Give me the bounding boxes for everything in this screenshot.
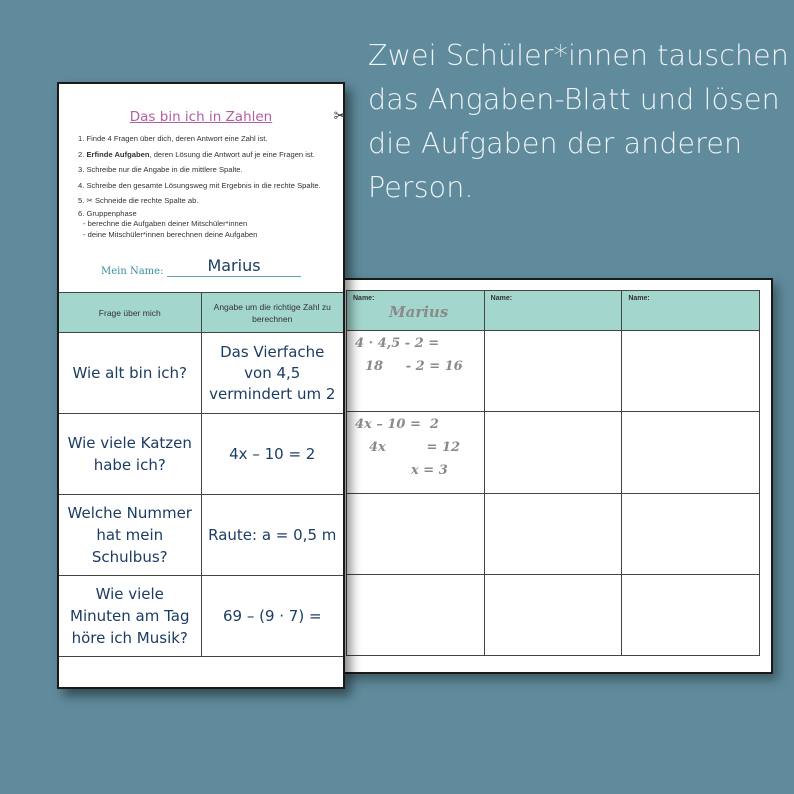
answer-cell xyxy=(622,331,760,412)
answer-cell xyxy=(622,574,760,655)
name-row xyxy=(101,256,341,282)
instruction-item: 2. Erfinde Aufgaben, deren Lösung die Antwort auf je eine Fragen ist. xyxy=(78,149,315,159)
instruction-item: 6. Gruppenphase xyxy=(78,208,137,218)
instruction-number: 5. xyxy=(78,196,85,205)
caption-line: Zwei Schüler*innen tauschen xyxy=(368,39,789,72)
answer-grid xyxy=(346,290,760,656)
question-cell: Wie viele Minuten am Tag höre ich Musik? xyxy=(59,576,201,657)
question-cell: Wie alt bin ich? xyxy=(59,333,201,414)
name-label: Name: xyxy=(490,295,513,302)
instruction-item: 3. Schreibe nur die Angabe in die mittlere Spalte. xyxy=(78,165,243,174)
task-cell: 4x – 10 = 2 xyxy=(201,414,343,495)
answer-cell xyxy=(484,412,622,493)
scissors-icon: ✂ xyxy=(333,108,347,125)
column-header: Frage über mich xyxy=(59,293,201,333)
instruction-bold: Erfinde Aufgaben xyxy=(86,149,150,159)
answer-cell xyxy=(622,493,760,574)
column-header: Angabe um die richtige Zahl zu berechnen xyxy=(201,293,343,333)
answer-header-cell xyxy=(622,291,760,331)
answer-name-value: Marius xyxy=(389,303,449,321)
caption-line: das Angaben-Blatt und lösen xyxy=(368,83,780,116)
answer-cell xyxy=(484,331,622,412)
instruction-item xyxy=(78,193,338,209)
calc-line: 4x – 10 = 2 xyxy=(355,417,439,433)
task-cell: 69 – (9 · 7) = xyxy=(201,576,343,657)
calc-line: 4x = 12 xyxy=(369,440,461,456)
instruction-text: Schneide die rechte Spalte ab. xyxy=(94,196,199,205)
task-cell: Das Vierfache von 4,5 vermindert um 2 xyxy=(201,333,343,414)
instructions xyxy=(78,131,338,240)
caption xyxy=(368,34,789,210)
scissors-icon: ✂ xyxy=(86,196,93,205)
question-cell: Wie viele Katzen habe ich? xyxy=(59,414,201,495)
instruction-subitem: - berechne die Aufgaben deiner Mitschüler*innen xyxy=(83,219,248,228)
task-cell: Raute: a = 0,5 m xyxy=(201,495,343,576)
instruction-item: 4. Schreibe den gesamte Lösungsweg mit Ergebnis in die rechte Spalte. xyxy=(78,180,321,190)
question-grid xyxy=(59,292,343,657)
instruction-subitem: - deine Mitschüler*innen berechnen deine Aufgaben xyxy=(83,229,258,239)
caption-line: die Aufgaben der anderen xyxy=(368,127,743,160)
worksheet-title: Das bin ich in Zahlen xyxy=(129,109,273,125)
answer-cell xyxy=(347,493,485,574)
answer-cell xyxy=(484,493,622,574)
answer-header-cell xyxy=(347,291,485,331)
answer-cell xyxy=(484,574,622,655)
name-label: Mein Name: xyxy=(101,266,164,277)
answer-cell xyxy=(347,574,485,655)
instruction-text: , deren Lösung die Antwort auf je eine Fragen ist. xyxy=(149,149,315,159)
answer-sheet xyxy=(338,278,773,674)
calc-line: 4 · 4,5 - 2 = xyxy=(355,336,440,352)
instruction-item: 1. Finde 4 Fragen über dich, deren Antwort eine Zahl ist. xyxy=(78,134,268,143)
question-cell: Welche Nummer hat mein Schulbus? xyxy=(59,495,201,576)
name-label: Name: xyxy=(353,295,375,302)
calc-line: x = 3 xyxy=(411,463,448,479)
answer-cell xyxy=(622,412,760,493)
caption-line: Person. xyxy=(368,171,474,204)
name-label: Name: xyxy=(628,295,650,302)
answer-cell xyxy=(347,412,485,493)
name-value: Marius xyxy=(167,256,301,277)
worksheet xyxy=(57,82,345,689)
answer-header-cell xyxy=(484,291,622,331)
calc-line: 18 - 2 = 16 xyxy=(365,359,463,375)
answer-cell xyxy=(347,331,485,412)
